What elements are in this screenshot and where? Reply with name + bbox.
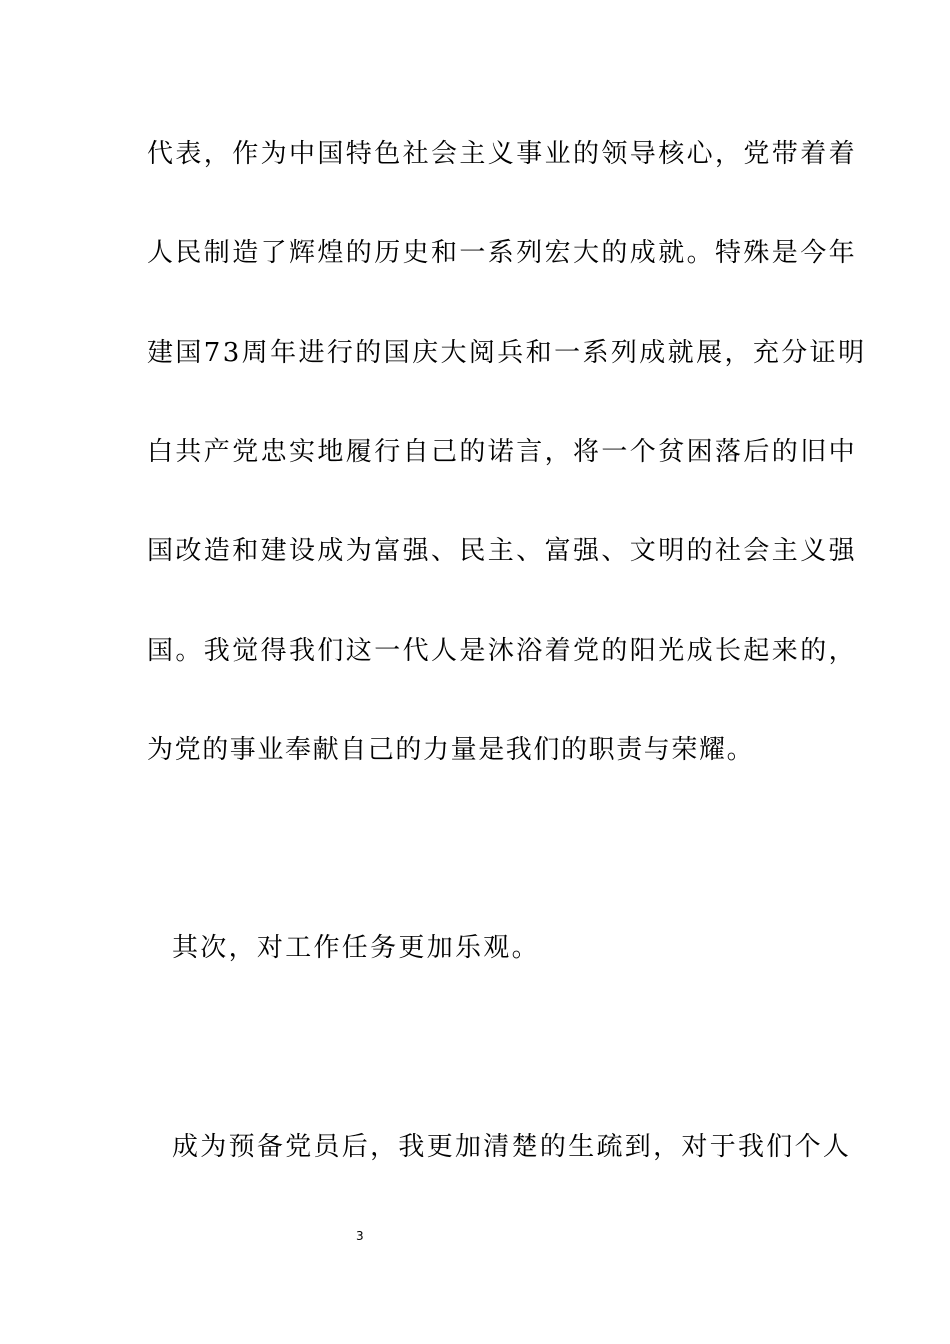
paragraph-line: 建国73周年进行的国庆大阅兵和一系列成就展，充分证明	[147, 338, 867, 368]
section-heading: 其次，对工作任务更加乐观。	[172, 933, 540, 963]
paragraph-line: 为党的事业奉献自己的力量是我们的职责与荣耀。	[147, 735, 755, 765]
paragraph-line: 国。我觉得我们这一代人是沐浴着党的阳光成长起来的，	[147, 636, 858, 666]
paragraph-line: 国改造和建设成为富强、民主、富强、文明的社会主义强	[147, 536, 858, 566]
paragraph-line: 白共产党忠实地履行自己的诺言，将一个贫困落后的旧中	[147, 437, 858, 467]
paragraph-line: 人民制造了辉煌的历史和一系列宏大的成就。特殊是今年	[147, 238, 858, 268]
paragraph-line: 代表，作为中国特色社会主义事业的领导核心，党带着着	[147, 139, 858, 169]
page-number: 3	[356, 1229, 364, 1243]
paragraph-line: 成为预备党员后，我更加清楚的生疏到，对于我们个人	[172, 1132, 852, 1162]
